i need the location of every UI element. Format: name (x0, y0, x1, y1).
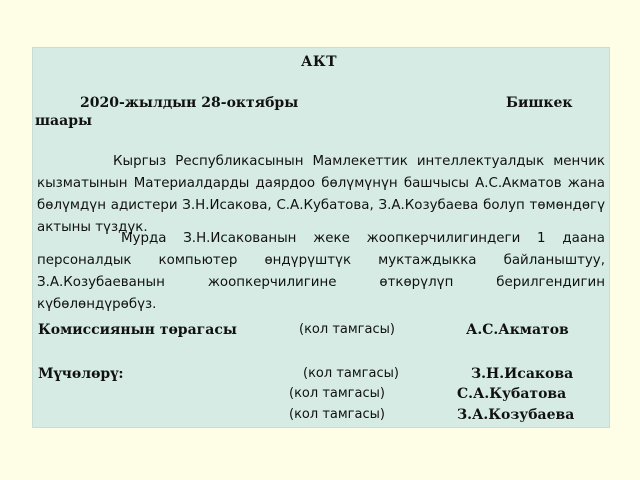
member-name: З.Н.Исакова (471, 366, 574, 382)
chair-signature-stamp: (кол тамгасы) (299, 322, 395, 337)
document-city-suffix: шаары (35, 113, 93, 129)
paragraph-commission (37, 151, 605, 239)
member-signature-stamp: (кол тамгасы) (289, 386, 385, 401)
document-title: АКТ (301, 54, 338, 70)
member-name: З.А.Козубаева (457, 407, 575, 423)
act-document (32, 47, 610, 428)
members-label: Мүчөлөрү: (38, 366, 124, 382)
document-date: 2020-жылдын 28-октябры (80, 95, 299, 111)
paragraph-transfer (37, 228, 605, 316)
member-signature-stamp: (кол тамгасы) (289, 407, 385, 422)
member-signature-stamp: (кол тамгасы) (303, 366, 399, 381)
chair-label: Комиссиянын төрагасы (38, 322, 237, 338)
member-name: С.А.Кубатова (457, 386, 567, 402)
paragraph-transfer-text: Мурда З.Н.Исакованын жеке жоопкерчилигиндеги 1 даана персоналдык компьютер өндүрүштүк муктаждыкка байланыштуу, З.А.Козубаеванын жоопкерчилигине өткөрүлүп берилгендигин күбөлөндүрөбүз. (37, 231, 605, 312)
document-city: Бишкек (506, 95, 573, 111)
chair-name: А.С.Акматов (466, 322, 569, 338)
paragraph-commission-text: Кыргыз Республикасынын Мамлекеттик интеллектуалдык менчик кызматынын Материалдарды даярдоо бөлүмүнүн башчысы А.С.Акматов жана бөлүмдүн адистери З.Н.Исакова, С.А.Кубатова, З.А.Козубаева болуп төмөндөгү актыны түздүк. (37, 154, 605, 235)
